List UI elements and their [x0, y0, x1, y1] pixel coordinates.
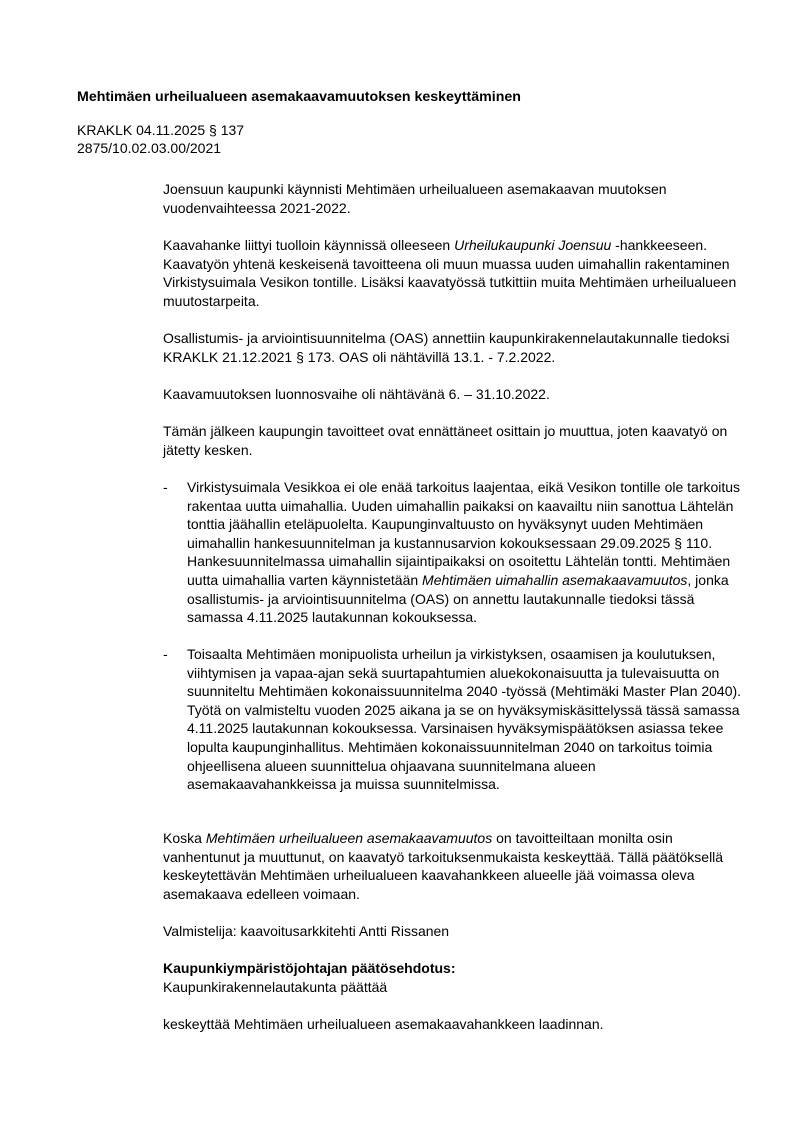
preparer-line — [163, 922, 743, 941]
meeting-reference: KRAKLK 04.11.2025 § 137 — [77, 122, 245, 138]
decision-text-block — [163, 1015, 743, 1034]
paragraph-text: Kaavamuutoksen luonnosvaihe oli nähtävänä 6. – 31.10.2022. — [163, 386, 550, 402]
paragraph-goals-changed — [163, 422, 743, 459]
bullet-text: Toisaalta Mehtimäen monipuolista urheilun ja virkistyksen, osaamisen ja koulutuksen, viihtymisen ja vapaa-ajan sekä suurtapahtumien aluekokonaisuutta ja tulevaisuutta on suunniteltu Mehtimäen kokonaissuunnitelma 2040 -työssä (Mehtimäki Master Plan 2040). Työtä on valmisteltu vuoden 2025 aikana ja se on hyväksymiskäsittelyssä tässä samassa 4.11.2025 lautakunnan kokouksessa. Varsinaisen hyväksymispäätöksen asiassa tekee lopulta kaupunginhallitus. Mehtimäen kokonaissuunnitelman 2040 on tarkoitus toimia ohjeellisena alueen suunnittelua ohjaavana suunnitelmana alueen asemakaavahankkeissa ja muissa suunnitelmissa. — [187, 646, 742, 793]
decision-text: keskeyttää Mehtimäen urheilualueen asemakaavahankkeen laadinnan. — [163, 1016, 604, 1032]
project-name-italic: Urheilukaupunki Joensuu — [454, 237, 612, 253]
paragraph-text: Kaavahanke liittyi tuolloin käynnissä olleeseen — [163, 237, 455, 253]
paragraph-conclusion: Koska Mehtimäen urheilualueen asemakaavamuutos on tavoitteiltaan monilta osin vanhentunut ja muuttunut, on kaavatyö tarkoituksenmukaista keskeyttää. Tällä päätöksellä keskeytettävän Mehtimäen urheilualueen kaavahankkeen alueelle jää voimassa oleva asemakaava edelleen voimaan. — [163, 830, 724, 902]
paragraph-text: -hankkeeseen. Kaavatyön yhtenä keskeisenä tavoitteena oli muun muassa uuden uimahallin rakentaminen Virkistysuimala Vesikon tontille. Lisäksi kaavatyössä tutkittiin muita Mehtimäen urheilualueen muutostarpeita. — [163, 237, 737, 309]
bullet-dash: - — [163, 479, 168, 495]
bullet-text: Virkistysuimala Vesikkoa ei ole enää tarkoitus laajentaa, eikä Vesikon tontille ole tarkoitus rakentaa uutta uimahallia. Uuden uimahallin paikaksi on kaavailtu niin sanottua Lähtelän tonttia jäähallin eteläpuolelta. Kaupunginvaltuusto on hyväksynyt uuden Mehtimäen uimahallin hankesuunnitelman ja kustannusarvion kokouksessaan 29.09.2025 § 110. Hankesuunnitelmassa uimahallin sijaintipaikaksi on osoitettu Lähtelän tontti. Mehtimäen uutta uimahallia varten käynnistetään Mehtimäen uimahallin asemakaavamuutos, jonka osallistumis- ja arviointisuunnitelma (OAS) on annettu lautakunnalle tiedoksi tässä samassa 4.11.2025 lautakunnan kokouksessa. — [187, 479, 741, 626]
paragraph-text: Tämän jälkeen kaupungin tavoitteet ovat ennättäneet osittain jo muuttua, joten kaavatyö on jätetty kesken. — [163, 423, 728, 458]
paragraph-text: Osallistumis- ja arviointisuunnitelma (OAS) annettiin kaupunkirakennelautakunnalle tiedoksi KRAKLK 21.12.2021 § 173. OAS oli nähtävillä 13.1. - 7.2.2022. — [163, 330, 730, 365]
record-number: 2875/10.02.03.00/2021 — [77, 140, 222, 156]
paragraph-text: Joensuun kaupunki käynnisti Mehtimäen urheilualueen asemakaavan muutoksen vuodenvaihteessa 2021-2022. — [163, 181, 667, 216]
paragraph-oas — [163, 329, 743, 366]
paragraph-project-start — [163, 180, 743, 217]
proposal-heading: Kaupunkiympäristöjohtajan päätösehdotus: — [163, 960, 456, 976]
bullet-dash: - — [163, 646, 168, 662]
paragraph-project-background — [163, 236, 743, 310]
paragraph-draft-phase — [163, 385, 743, 404]
plan-name-italic: Mehtimäen urheilualueen asemakaavamuutos — [205, 830, 493, 846]
preparer-text: Valmistelija: kaavoitusarkkitehti Antti Rissanen — [163, 923, 450, 939]
document-title: Mehtimäen urheilualueen asemakaavamuutoksen keskeyttäminen — [77, 89, 521, 105]
plan-name-italic: Mehtimäen uimahallin asemakaavamuutos — [422, 571, 688, 588]
decision-proposal — [163, 959, 743, 996]
proposal-intro: Kaupunkirakennelautakunta päättää — [163, 978, 388, 995]
